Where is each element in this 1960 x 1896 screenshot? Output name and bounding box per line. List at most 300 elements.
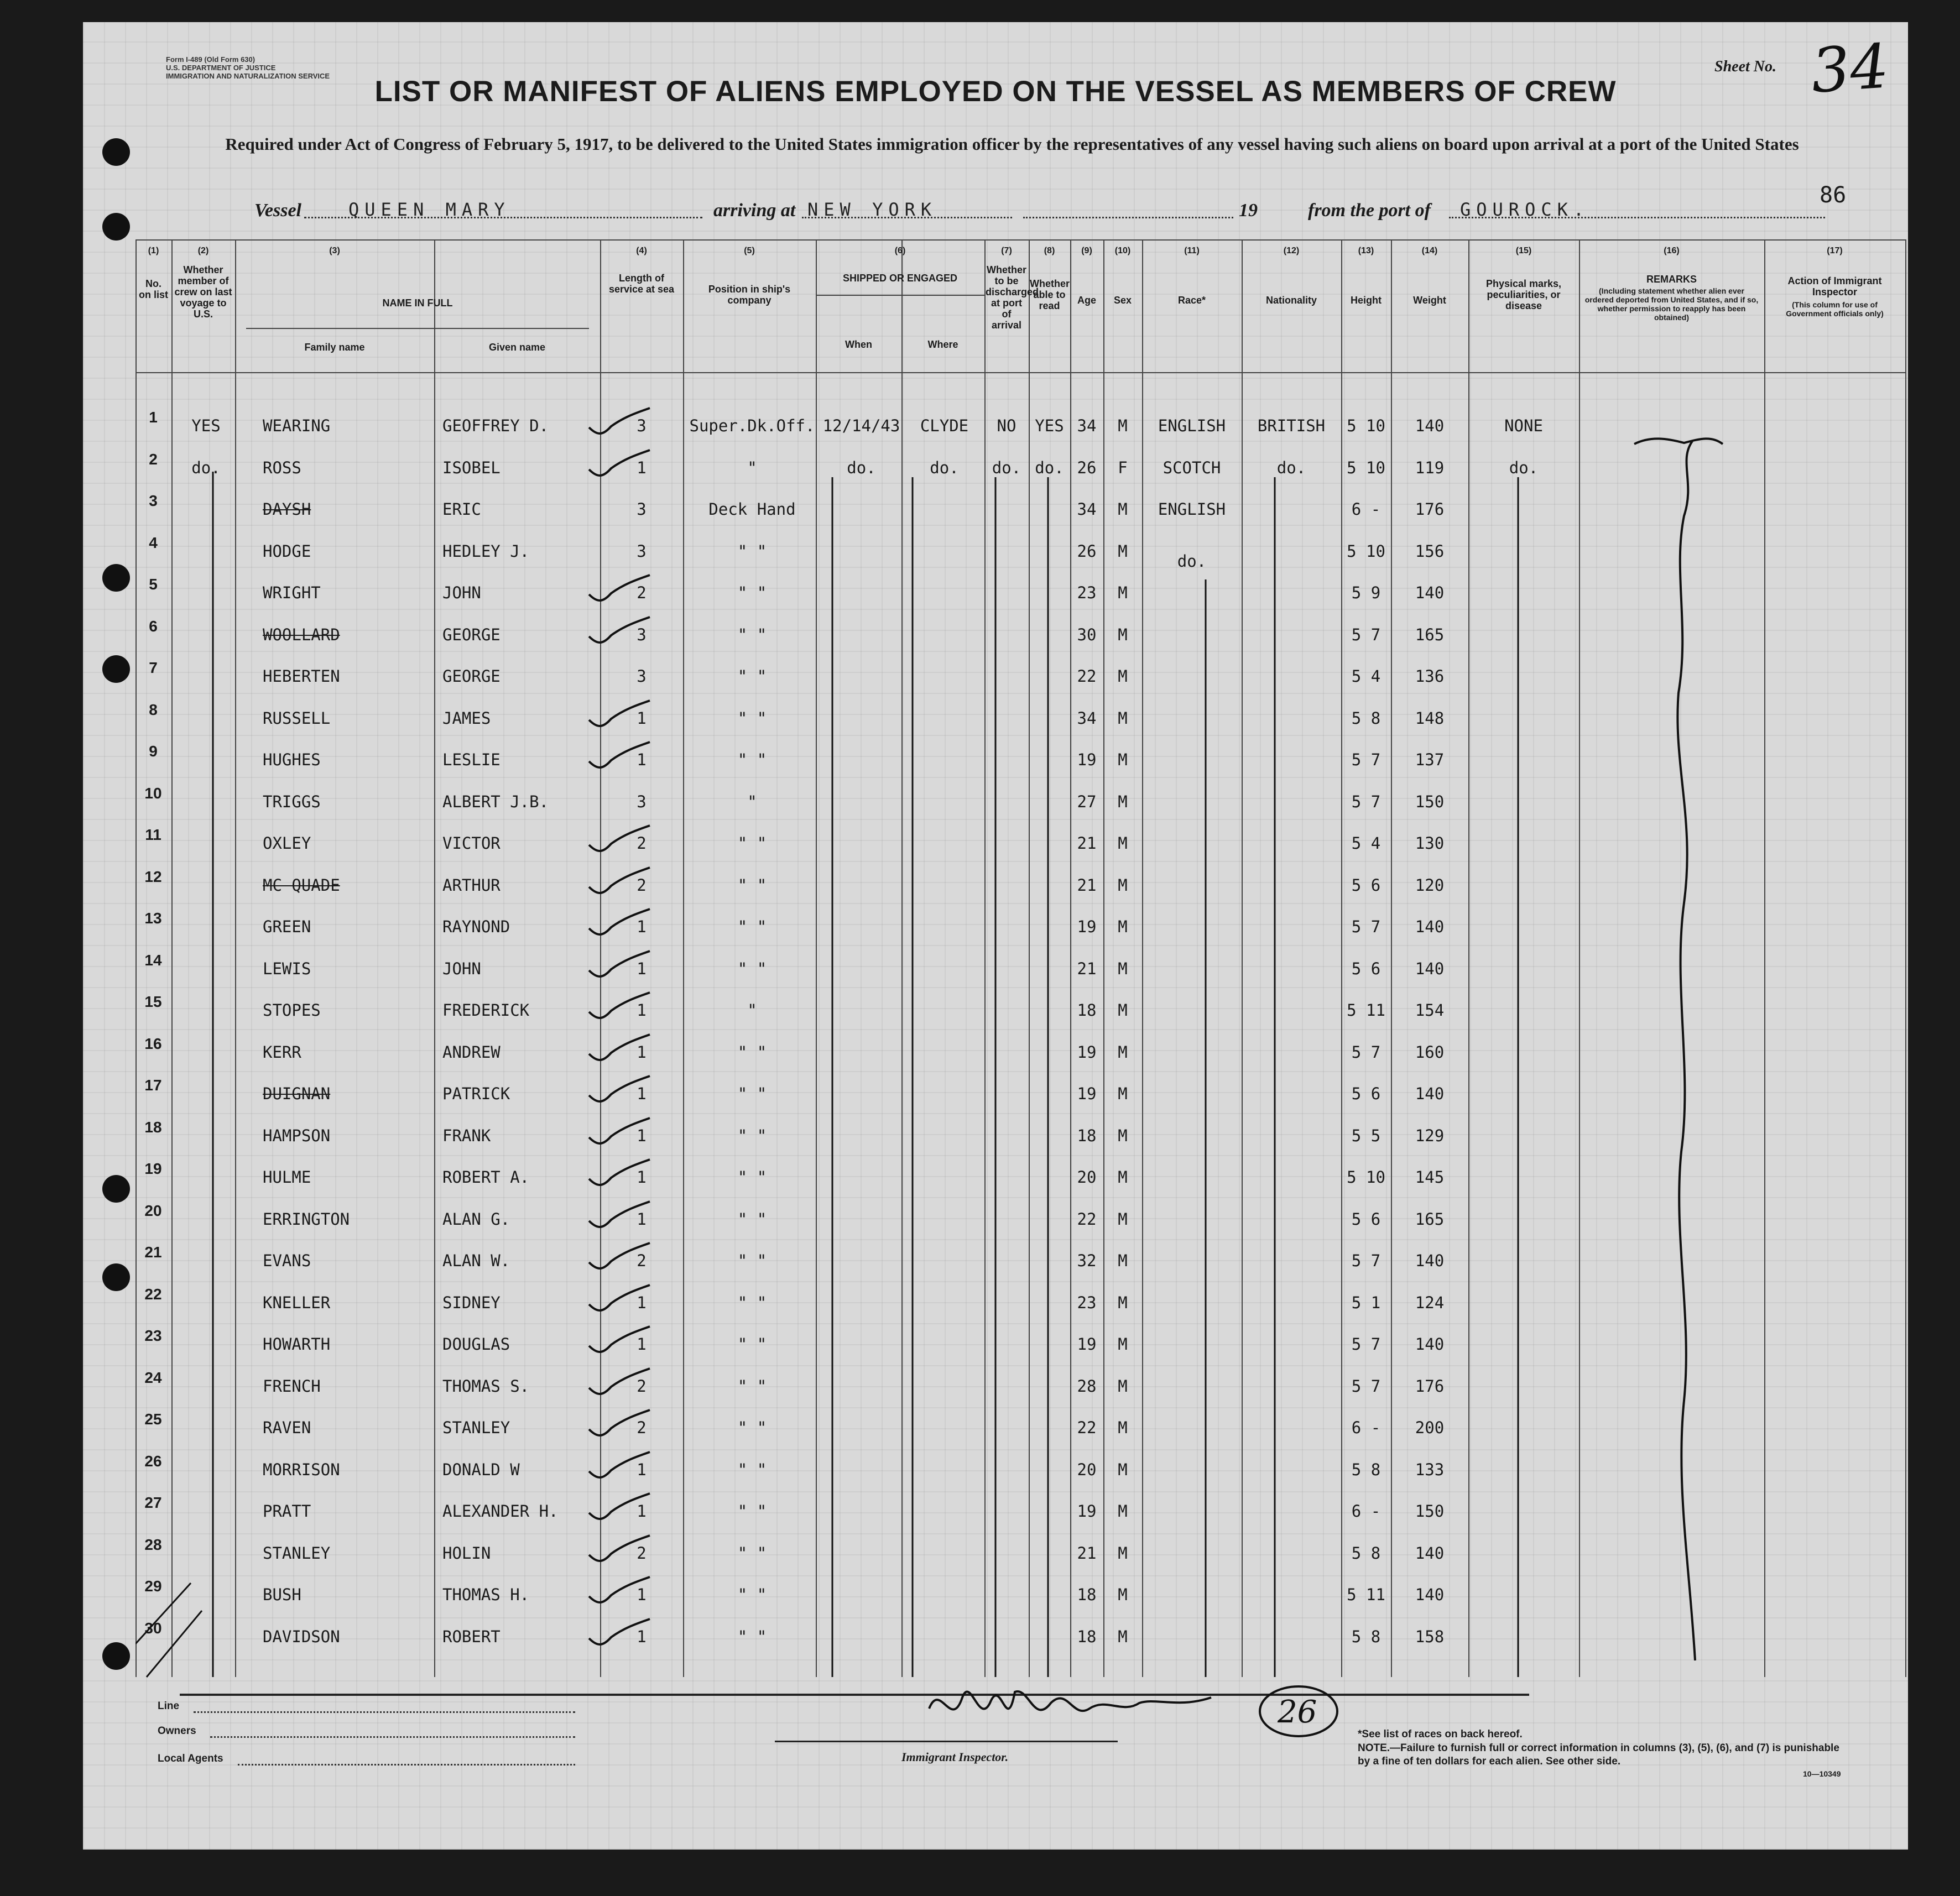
cell-marks: NONE bbox=[1504, 416, 1543, 435]
row-number: 11 bbox=[145, 826, 161, 843]
cell-age: 21 bbox=[1077, 1543, 1097, 1563]
cell-sex: M bbox=[1118, 1126, 1128, 1145]
cell-position: " " bbox=[737, 1585, 767, 1604]
cell-sex: M bbox=[1118, 1627, 1128, 1646]
header-sex: Sex bbox=[1113, 295, 1132, 306]
row-number: 27 bbox=[144, 1494, 162, 1511]
cell-race: SCOTCH bbox=[1163, 458, 1221, 477]
cell-length: 1 bbox=[637, 1168, 647, 1187]
check-mark-icon bbox=[586, 1407, 653, 1440]
cell-weight: 150 bbox=[1415, 1502, 1445, 1521]
check-mark-icon bbox=[586, 1240, 653, 1273]
punch-hole bbox=[102, 138, 130, 166]
cell-age: 19 bbox=[1077, 1084, 1097, 1103]
row-number: 22 bbox=[144, 1285, 162, 1303]
check-mark-icon bbox=[586, 1115, 653, 1148]
header-discharged: Whether to be discharged at port of arrival bbox=[986, 264, 1039, 331]
inspector-signature bbox=[924, 1664, 1278, 1747]
cell-family: RUSSELL bbox=[263, 708, 331, 728]
circled-count bbox=[1255, 1681, 1344, 1742]
cell-given: JAMES bbox=[442, 708, 491, 728]
local-agents-label: Local Agents bbox=[158, 1753, 223, 1764]
check-mark-icon bbox=[586, 1491, 653, 1524]
cell-position: " bbox=[747, 458, 757, 477]
cell-weight: 158 bbox=[1415, 1627, 1445, 1646]
cell-age: 21 bbox=[1077, 959, 1097, 978]
manifest-document bbox=[83, 22, 1908, 1850]
cell-position: " " bbox=[737, 1418, 767, 1437]
cell-weight: 140 bbox=[1415, 1251, 1445, 1270]
check-mark-icon bbox=[586, 1574, 653, 1607]
cell-age: 18 bbox=[1077, 1585, 1097, 1604]
from-label: from the port of bbox=[1308, 200, 1431, 221]
cell-last: do. bbox=[191, 458, 221, 477]
cell-height: 5 11 bbox=[1347, 1585, 1385, 1604]
cell-length: 2 bbox=[637, 1376, 647, 1396]
cell-given: LESLIE bbox=[442, 750, 501, 769]
cell-length: 3 bbox=[637, 416, 647, 435]
page-code: 86 bbox=[1820, 182, 1847, 208]
inspector-label: Immigrant Inspector. bbox=[901, 1750, 1009, 1764]
cell-length: 2 bbox=[637, 875, 647, 895]
cell-weight: 140 bbox=[1415, 1335, 1445, 1354]
cell-family: RAVEN bbox=[263, 1418, 311, 1437]
cell-weight: 148 bbox=[1415, 708, 1445, 728]
col-number: (3) bbox=[329, 246, 340, 255]
cell-height: 5 8 bbox=[1351, 1543, 1381, 1563]
row-number: 19 bbox=[144, 1160, 162, 1177]
cell-height: 5 7 bbox=[1351, 750, 1381, 769]
cell-length: 1 bbox=[637, 1293, 647, 1312]
cell-read: do. bbox=[1035, 458, 1064, 477]
cell-height: 5 7 bbox=[1351, 1251, 1381, 1270]
row-number: 13 bbox=[144, 910, 162, 927]
cell-given: HOLIN bbox=[442, 1543, 491, 1563]
check-mark-icon bbox=[586, 906, 653, 939]
header-shipped-engaged: SHIPPED OR ENGAGED bbox=[842, 273, 958, 284]
cell-height: 5 5 bbox=[1351, 1126, 1381, 1145]
cell-weight: 140 bbox=[1415, 917, 1445, 936]
col-number: (7) bbox=[1001, 246, 1012, 255]
cell-sex: M bbox=[1118, 708, 1128, 728]
cell-length: 1 bbox=[637, 959, 647, 978]
row-number: 9 bbox=[149, 743, 158, 760]
cell-race: do. bbox=[1177, 551, 1207, 571]
punch-hole bbox=[102, 1642, 130, 1670]
cell-sex: M bbox=[1118, 1001, 1128, 1020]
cell-position: " " bbox=[737, 1627, 767, 1646]
cell-age: 19 bbox=[1077, 917, 1097, 936]
cell-family: LEWIS bbox=[263, 959, 311, 978]
cell-weight: 136 bbox=[1415, 667, 1445, 686]
row-number: 29 bbox=[144, 1578, 162, 1595]
row-number: 12 bbox=[144, 868, 162, 885]
cell-height: 5 7 bbox=[1351, 917, 1381, 936]
sheet-label: Sheet No. bbox=[1714, 58, 1776, 75]
cell-height: 6 - bbox=[1351, 1418, 1381, 1437]
cell-age: 30 bbox=[1077, 625, 1097, 644]
cell-position: Super.Dk.Off. bbox=[689, 416, 815, 435]
cell-age: 34 bbox=[1077, 708, 1097, 728]
cell-read: YES bbox=[1035, 416, 1064, 435]
cell-given: ROBERT bbox=[442, 1627, 501, 1646]
cell-sex: M bbox=[1118, 416, 1128, 435]
cell-length: 1 bbox=[637, 1460, 647, 1479]
cell-height: 5 4 bbox=[1351, 834, 1381, 853]
cell-family: HULME bbox=[263, 1168, 311, 1187]
circled-count-text: 26 bbox=[1278, 1694, 1317, 1730]
cell-age: 18 bbox=[1077, 1627, 1097, 1646]
cell-disch: do. bbox=[992, 458, 1021, 477]
cell-age: 20 bbox=[1077, 1168, 1097, 1187]
cell-given: ARTHUR bbox=[442, 875, 501, 895]
header-no-on-list: No. on list bbox=[139, 278, 168, 300]
cell-weight: 165 bbox=[1415, 1209, 1445, 1229]
check-mark-icon bbox=[586, 1449, 653, 1482]
cell-position: " " bbox=[737, 1460, 767, 1479]
header-age: Age bbox=[1077, 295, 1096, 306]
cell-height: 5 7 bbox=[1351, 1376, 1381, 1396]
row-number: 6 bbox=[149, 617, 158, 635]
cell-weight: 160 bbox=[1415, 1042, 1445, 1062]
cell-weight: 129 bbox=[1415, 1126, 1445, 1145]
cell-weight: 150 bbox=[1415, 792, 1445, 811]
check-mark-icon bbox=[586, 572, 653, 605]
cell-length: 3 bbox=[637, 667, 647, 686]
cell-family: ERRINGTON bbox=[263, 1209, 350, 1229]
row-number: 20 bbox=[144, 1202, 162, 1219]
cell-sex: M bbox=[1118, 583, 1128, 602]
cell-family: KNELLER bbox=[263, 1293, 331, 1312]
row-number: 26 bbox=[144, 1452, 162, 1470]
cell-weight: 124 bbox=[1415, 1293, 1445, 1312]
cell-height: 5 4 bbox=[1351, 667, 1381, 686]
cell-family: KERR bbox=[263, 1042, 301, 1062]
cell-height: 5 6 bbox=[1351, 1084, 1381, 1103]
cell-family: FRENCH bbox=[263, 1376, 321, 1396]
cell-sex: M bbox=[1118, 1209, 1128, 1229]
cell-given: HEDLEY J. bbox=[442, 541, 530, 561]
cell-length: 3 bbox=[637, 792, 647, 811]
cell-height: 5 6 bbox=[1351, 875, 1381, 895]
col-number: (13) bbox=[1358, 246, 1374, 255]
cell-sex: M bbox=[1118, 1418, 1128, 1437]
cell-age: 34 bbox=[1077, 416, 1097, 435]
crew-table bbox=[135, 239, 1905, 1677]
cell-sex: M bbox=[1118, 625, 1128, 644]
cell-length: 3 bbox=[637, 541, 647, 561]
header-race: Race* bbox=[1177, 295, 1206, 306]
col-number: (2) bbox=[197, 246, 209, 255]
cell-age: 23 bbox=[1077, 583, 1097, 602]
cell-sex: M bbox=[1118, 792, 1128, 811]
cell-height: 5 9 bbox=[1351, 583, 1381, 602]
cell-length: 1 bbox=[637, 1126, 647, 1145]
cell-given: ROBERT A. bbox=[442, 1168, 530, 1187]
cell-family: HOWARTH bbox=[263, 1335, 331, 1354]
owners-label: Owners bbox=[158, 1725, 196, 1737]
form-code: 10—10349 bbox=[1803, 1769, 1841, 1778]
cell-family: HAMPSON bbox=[263, 1126, 331, 1145]
header-action-note: (This column for use of Government officials only) bbox=[1786, 300, 1884, 318]
col-number: (16) bbox=[1664, 246, 1680, 255]
cell-age: 27 bbox=[1077, 792, 1097, 811]
cell-family: STOPES bbox=[263, 1001, 321, 1020]
cell-weight: 140 bbox=[1415, 1585, 1445, 1604]
form-line: IMMIGRATION AND NATURALIZATION SERVICE bbox=[166, 72, 330, 80]
cell-position: " " bbox=[737, 1209, 767, 1229]
page-subtitle: Required under Act of Congress of February 5, 1917, to be delivered to the United States immigration officer by the representatives of any vessel having such aliens on board upon arrival at a port of the United States bbox=[225, 134, 1799, 154]
row-number: 7 bbox=[149, 659, 158, 676]
cell-length: 1 bbox=[637, 750, 647, 769]
col-number: (8) bbox=[1044, 246, 1055, 255]
cell-sex: M bbox=[1118, 834, 1128, 853]
cell-length: 1 bbox=[637, 1084, 647, 1103]
punch-hole bbox=[102, 564, 130, 592]
cell-length: 1 bbox=[637, 1585, 647, 1604]
punch-hole bbox=[102, 655, 130, 683]
cell-weight: 156 bbox=[1415, 541, 1445, 561]
footer-note-penalty: NOTE.—Failure to furnish full or correct information in columns (3), (5), (6), and (7) is punishable by a fine of ten dollars for each alien. See other side. bbox=[1358, 1742, 1839, 1767]
check-mark-icon bbox=[586, 1324, 653, 1357]
cell-position: " " bbox=[737, 1293, 767, 1312]
col-number: (15) bbox=[1515, 246, 1532, 255]
cell-length: 1 bbox=[637, 1627, 647, 1646]
cell-family: TRIGGS bbox=[263, 792, 321, 811]
cell-position: " " bbox=[737, 1084, 767, 1103]
cell-age: 21 bbox=[1077, 875, 1097, 895]
col-number: (9) bbox=[1081, 246, 1092, 255]
cell-age: 18 bbox=[1077, 1126, 1097, 1145]
cell-position: " " bbox=[737, 875, 767, 895]
header-remarks-note: (Including statement whether alien ever ordered deported from United States, and if so, whether permission to reapply has been obtained) bbox=[1584, 286, 1759, 322]
cell-where: CLYDE bbox=[920, 416, 969, 435]
cell-where: do. bbox=[930, 458, 959, 477]
cell-family: PRATT bbox=[263, 1502, 311, 1521]
col-number: (1) bbox=[148, 246, 159, 255]
cell-sex: M bbox=[1118, 1502, 1128, 1521]
col-number: (4) bbox=[636, 246, 647, 255]
cell-given: STANLEY bbox=[442, 1418, 510, 1437]
cell-sex: M bbox=[1118, 667, 1128, 686]
cell-when: 12/14/43 bbox=[822, 416, 900, 435]
cell-position: " bbox=[747, 1001, 757, 1020]
cell-weight: 176 bbox=[1415, 500, 1445, 519]
check-mark-icon bbox=[586, 823, 653, 856]
cell-given: PATRICK bbox=[442, 1084, 510, 1103]
cell-weight: 130 bbox=[1415, 834, 1445, 853]
cell-length: 1 bbox=[637, 1001, 647, 1020]
punch-hole bbox=[102, 1175, 130, 1203]
row-number: 25 bbox=[144, 1411, 162, 1428]
cell-sex: M bbox=[1118, 1084, 1128, 1103]
header-given-name: Given name bbox=[488, 342, 546, 353]
cell-height: 5 11 bbox=[1347, 1001, 1385, 1020]
cell-length: 1 bbox=[637, 917, 647, 936]
cell-length: 2 bbox=[637, 834, 647, 853]
cell-family: DUIGNAN bbox=[263, 1084, 331, 1103]
row-number: 15 bbox=[144, 993, 162, 1010]
vessel-value: QUEEN MARY bbox=[348, 199, 510, 220]
cell-given: RAYNOND bbox=[442, 917, 510, 936]
cell-family: HUGHES bbox=[263, 750, 321, 769]
check-mark-icon bbox=[586, 948, 653, 981]
form-line: Form I-489 (Old Form 630) bbox=[166, 55, 256, 64]
cell-age: 22 bbox=[1077, 1418, 1097, 1437]
cell-given: SIDNEY bbox=[442, 1293, 501, 1312]
row-number: 21 bbox=[144, 1244, 162, 1261]
row-number: 14 bbox=[144, 951, 162, 969]
cell-position: Deck Hand bbox=[708, 500, 796, 519]
cell-length: 2 bbox=[637, 1251, 647, 1270]
cell-given: GEORGE bbox=[442, 667, 501, 686]
cell-family: HEBERTEN bbox=[263, 667, 340, 686]
col-number: (14) bbox=[1421, 246, 1438, 255]
cell-family: WEARING bbox=[263, 416, 331, 435]
cell-family: GREEN bbox=[263, 917, 311, 936]
row-number: 23 bbox=[144, 1327, 162, 1344]
cell-position: " " bbox=[737, 583, 767, 602]
cell-length: 1 bbox=[637, 1209, 647, 1229]
cell-sex: M bbox=[1118, 959, 1128, 978]
cell-height: 5 10 bbox=[1347, 416, 1385, 435]
cell-height: 5 6 bbox=[1351, 1209, 1381, 1229]
cell-given: VICTOR bbox=[442, 834, 501, 853]
cell-weight: 176 bbox=[1415, 1376, 1445, 1396]
cell-length: 2 bbox=[637, 583, 647, 602]
cell-given: JOHN bbox=[442, 583, 481, 602]
row-number: 4 bbox=[149, 534, 158, 551]
cell-length: 1 bbox=[637, 708, 647, 728]
cell-position: " " bbox=[737, 1126, 767, 1145]
header-weight: Weight bbox=[1413, 295, 1446, 306]
cell-sex: M bbox=[1118, 1168, 1128, 1187]
cell-sex: M bbox=[1118, 917, 1128, 936]
cell-weight: 120 bbox=[1415, 875, 1445, 895]
cell-given: ISOBEL bbox=[442, 458, 501, 477]
check-mark-icon bbox=[586, 1032, 653, 1065]
cell-family: STANLEY bbox=[263, 1543, 331, 1563]
cell-sex: F bbox=[1118, 458, 1128, 477]
cell-given: DONALD W bbox=[442, 1460, 520, 1479]
punch-hole bbox=[102, 1263, 130, 1291]
cell-family: WRIGHT bbox=[263, 583, 321, 602]
check-mark-icon bbox=[586, 447, 653, 480]
cell-position: " " bbox=[737, 959, 767, 978]
cell-weight: 140 bbox=[1415, 583, 1445, 602]
cell-height: 6 - bbox=[1351, 500, 1381, 519]
row-number: 2 bbox=[149, 450, 158, 468]
cell-length: 3 bbox=[637, 625, 647, 644]
cell-sex: M bbox=[1118, 1376, 1128, 1396]
cell-given: ALEXANDER H. bbox=[442, 1502, 559, 1521]
cell-family: DAVIDSON bbox=[263, 1627, 340, 1646]
cell-sex: M bbox=[1118, 541, 1128, 561]
col-number: (12) bbox=[1283, 246, 1300, 255]
sheet-number: 34 bbox=[1808, 30, 1891, 107]
cell-age: 22 bbox=[1077, 1209, 1097, 1229]
cell-height: 5 6 bbox=[1351, 959, 1381, 978]
check-mark-icon bbox=[586, 698, 653, 731]
cell-given: ALAN W. bbox=[442, 1251, 510, 1270]
cell-given: ALAN G. bbox=[442, 1209, 510, 1229]
col-number: (10) bbox=[1114, 246, 1131, 255]
cell-height: 5 1 bbox=[1351, 1293, 1381, 1312]
cell-given: FREDERICK bbox=[442, 1001, 530, 1020]
cell-position: " " bbox=[737, 1168, 767, 1187]
cell-position: " " bbox=[737, 667, 767, 686]
cell-given: DOUGLAS bbox=[442, 1335, 510, 1354]
header-physical-marks: Physical marks, peculiarities, or disease bbox=[1485, 278, 1562, 311]
row-number: 16 bbox=[144, 1035, 162, 1052]
arriving-value: NEW YORK bbox=[807, 199, 937, 220]
remarks-handwriting bbox=[1634, 438, 1723, 444]
cell-age: 20 bbox=[1077, 1460, 1097, 1479]
cell-given: THOMAS H. bbox=[442, 1585, 530, 1604]
cell-nat: BRITISH bbox=[1257, 416, 1326, 435]
cell-position: " " bbox=[737, 625, 767, 644]
row-number: 17 bbox=[144, 1077, 162, 1094]
cell-age: 19 bbox=[1077, 1502, 1097, 1521]
cell-age: 23 bbox=[1077, 1293, 1097, 1312]
cell-position: " " bbox=[737, 834, 767, 853]
cell-weight: 140 bbox=[1415, 959, 1445, 978]
cell-weight: 140 bbox=[1415, 1543, 1445, 1563]
cell-length: 2 bbox=[637, 1418, 647, 1437]
cell-weight: 133 bbox=[1415, 1460, 1445, 1479]
cell-given: JOHN bbox=[442, 959, 481, 978]
check-mark-icon bbox=[586, 739, 653, 772]
cell-height: 5 10 bbox=[1347, 1168, 1385, 1187]
cell-age: 26 bbox=[1077, 541, 1097, 561]
cell-marks: do. bbox=[1509, 458, 1539, 477]
cell-family: WOOLLARD bbox=[263, 625, 340, 644]
cell-weight: 165 bbox=[1415, 625, 1445, 644]
cell-when: do. bbox=[847, 458, 876, 477]
cell-family: HODGE bbox=[263, 541, 311, 561]
cell-weight: 200 bbox=[1415, 1418, 1445, 1437]
page-title: LIST OR MANIFEST OF ALIENS EMPLOYED ON THE VESSEL AS MEMBERS OF CREW bbox=[374, 75, 1617, 108]
check-mark-icon bbox=[586, 1199, 653, 1232]
row-number: 24 bbox=[144, 1369, 162, 1386]
cell-length: 1 bbox=[637, 1335, 647, 1354]
col-number: (5) bbox=[744, 246, 755, 255]
cell-position: " bbox=[747, 792, 757, 811]
cell-race: ENGLISH bbox=[1158, 416, 1226, 435]
cell-race: ENGLISH bbox=[1158, 500, 1226, 519]
cell-family: MC QUADE bbox=[263, 875, 340, 895]
cell-age: 21 bbox=[1077, 834, 1097, 853]
row-number: 5 bbox=[149, 576, 158, 593]
cell-given: GEORGE bbox=[442, 625, 501, 644]
cell-given: ERIC bbox=[442, 500, 481, 519]
check-mark-icon bbox=[586, 405, 653, 438]
cell-length: 1 bbox=[637, 1502, 647, 1521]
cell-family: EVANS bbox=[263, 1251, 311, 1270]
cell-sex: M bbox=[1118, 1251, 1128, 1270]
cell-age: 28 bbox=[1077, 1376, 1097, 1396]
cell-height: 5 10 bbox=[1347, 458, 1385, 477]
header-height: Height bbox=[1351, 295, 1382, 306]
header-position: Position in ship's company bbox=[708, 284, 791, 306]
row-number: 18 bbox=[144, 1118, 162, 1136]
cell-age: 19 bbox=[1077, 1335, 1097, 1354]
header-family-name: Family name bbox=[304, 342, 365, 353]
row-number: 10 bbox=[144, 784, 162, 802]
cell-height: 6 - bbox=[1351, 1502, 1381, 1521]
punch-hole bbox=[102, 213, 130, 241]
cell-weight: 137 bbox=[1415, 750, 1445, 769]
